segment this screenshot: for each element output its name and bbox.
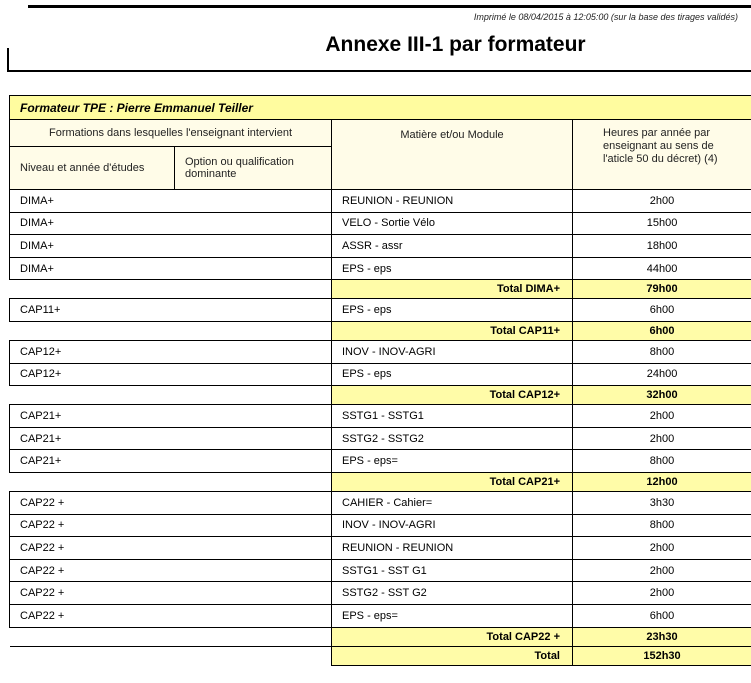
cell-option [175, 559, 332, 582]
header-option: Option ou qualification dominante [175, 147, 332, 190]
cell-matiere: REUNION - REUNION [332, 190, 573, 213]
subtotal-row [10, 321, 751, 340]
table-row [10, 363, 751, 386]
subtotal-value: 23h30 [573, 627, 751, 646]
trainer-row [10, 96, 751, 120]
cell-option [175, 405, 332, 428]
cell-heures: 24h00 [573, 363, 751, 386]
cell-heures: 8h00 [573, 514, 751, 537]
cell-heures: 2h00 [573, 190, 751, 213]
header-formations: Formations dans lesquelles l'enseignant intervient [10, 120, 332, 147]
header-row-1 [10, 120, 751, 147]
cell-niveau: CAP12+ [10, 363, 175, 386]
header-heures: Heures par année par enseignant au sens de l'aticle 50 du décret) (4) [573, 120, 751, 190]
cell-heures: 2h00 [573, 427, 751, 450]
header-matiere: Matière et/ou Module [332, 120, 573, 190]
cell-matiere: VELO - Sortie Vélo [332, 212, 573, 235]
cell-heures: 2h00 [573, 537, 751, 560]
table-row [10, 450, 751, 473]
cell-option [175, 340, 332, 363]
table-row [10, 405, 751, 428]
subtotal-spacer [10, 386, 332, 405]
subtotal-row [10, 280, 751, 299]
cell-heures: 8h00 [573, 340, 751, 363]
cell-heures: 2h00 [573, 582, 751, 605]
table-row [10, 491, 751, 514]
table-row [10, 257, 751, 280]
cell-niveau: CAP22 + [10, 582, 175, 605]
cell-option [175, 235, 332, 258]
subtotal-spacer [10, 321, 332, 340]
table-row [10, 559, 751, 582]
cell-niveau: CAP22 + [10, 537, 175, 560]
cell-matiere: EPS - eps= [332, 450, 573, 473]
cell-niveau: CAP12+ [10, 340, 175, 363]
cell-option [175, 582, 332, 605]
cell-matiere: CAHIER - Cahier= [332, 491, 573, 514]
cell-heures: 2h00 [573, 559, 751, 582]
trainer-name: Formateur TPE : Pierre Emmanuel Teiller [10, 96, 751, 120]
cell-heures: 6h00 [573, 604, 751, 627]
subtotal-spacer [10, 280, 332, 299]
table-row [10, 604, 751, 627]
cell-heures: 6h00 [573, 299, 751, 322]
print-note: Imprimé le 08/04/2015 à 12:05:00 (sur la base des tirages validés) [473, 12, 738, 22]
table-row [10, 299, 751, 322]
cell-option [175, 450, 332, 473]
cell-niveau: CAP21+ [10, 450, 175, 473]
cell-matiere: EPS - eps [332, 257, 573, 280]
subtotal-label: Total DIMA+ [332, 280, 573, 299]
subtotal-row [10, 472, 751, 491]
subtotal-value: 79h00 [573, 280, 751, 299]
cell-matiere: EPS - eps [332, 363, 573, 386]
cell-option [175, 537, 332, 560]
grand-total-row [10, 646, 751, 665]
cell-option [175, 514, 332, 537]
cell-matiere: EPS - eps= [332, 604, 573, 627]
cell-option [175, 299, 332, 322]
cell-heures: 3h30 [573, 491, 751, 514]
table-row [10, 427, 751, 450]
cell-niveau: CAP22 + [10, 514, 175, 537]
cell-option [175, 212, 332, 235]
subtotal-label: Total CAP12+ [332, 386, 573, 405]
subtotal-value: 6h00 [573, 321, 751, 340]
header-niveau: Niveau et année d'études [10, 147, 175, 190]
cell-niveau: CAP22 + [10, 491, 175, 514]
cell-matiere: INOV - INOV-AGRI [332, 340, 573, 363]
table-row [10, 582, 751, 605]
subtotal-spacer [10, 627, 332, 646]
subtotal-label: Total CAP11+ [332, 321, 573, 340]
cell-niveau: CAP22 + [10, 559, 175, 582]
title-left-rule [7, 48, 9, 71]
top-rule [28, 5, 751, 8]
cell-heures: 44h00 [573, 257, 751, 280]
cell-matiere: EPS - eps [332, 299, 573, 322]
grand-total-label: Total [332, 646, 573, 665]
cell-option [175, 363, 332, 386]
cell-niveau: CAP21+ [10, 405, 175, 428]
cell-option [175, 257, 332, 280]
cell-niveau: DIMA+ [10, 212, 175, 235]
cell-option [175, 491, 332, 514]
subtotal-value: 12h00 [573, 472, 751, 491]
table-row [10, 340, 751, 363]
cell-heures: 2h00 [573, 405, 751, 428]
grand-total-value: 152h30 [573, 646, 751, 665]
cell-niveau: CAP22 + [10, 604, 175, 627]
cell-heures: 18h00 [573, 235, 751, 258]
subtotal-label: Total CAP21+ [332, 472, 573, 491]
cell-option [175, 427, 332, 450]
cell-option [175, 604, 332, 627]
title-underline [7, 70, 751, 72]
annex-table [9, 95, 751, 666]
cell-niveau: DIMA+ [10, 190, 175, 213]
cell-matiere: SSTG2 - SSTG2 [332, 427, 573, 450]
cell-niveau: CAP11+ [10, 299, 175, 322]
page-title: Annexe III-1 par formateur [325, 33, 586, 56]
table-row [10, 212, 751, 235]
cell-heures: 8h00 [573, 450, 751, 473]
cell-matiere: SSTG1 - SST G1 [332, 559, 573, 582]
table-row [10, 537, 751, 560]
cell-matiere: SSTG1 - SSTG1 [332, 405, 573, 428]
table-row [10, 235, 751, 258]
cell-niveau: DIMA+ [10, 257, 175, 280]
subtotal-value: 32h00 [573, 386, 751, 405]
cell-matiere: REUNION - REUNION [332, 537, 573, 560]
table-row [10, 190, 751, 213]
cell-matiere: SSTG2 - SST G2 [332, 582, 573, 605]
cell-matiere: ASSR - assr [332, 235, 573, 258]
subtotal-spacer [10, 472, 332, 491]
cell-heures: 15h00 [573, 212, 751, 235]
cell-matiere: INOV - INOV-AGRI [332, 514, 573, 537]
grand-total-spacer [10, 646, 332, 665]
table-row [10, 514, 751, 537]
subtotal-row [10, 627, 751, 646]
cell-option [175, 190, 332, 213]
subtotal-row [10, 386, 751, 405]
subtotal-label: Total CAP22 + [332, 627, 573, 646]
cell-niveau: CAP21+ [10, 427, 175, 450]
cell-niveau: DIMA+ [10, 235, 175, 258]
